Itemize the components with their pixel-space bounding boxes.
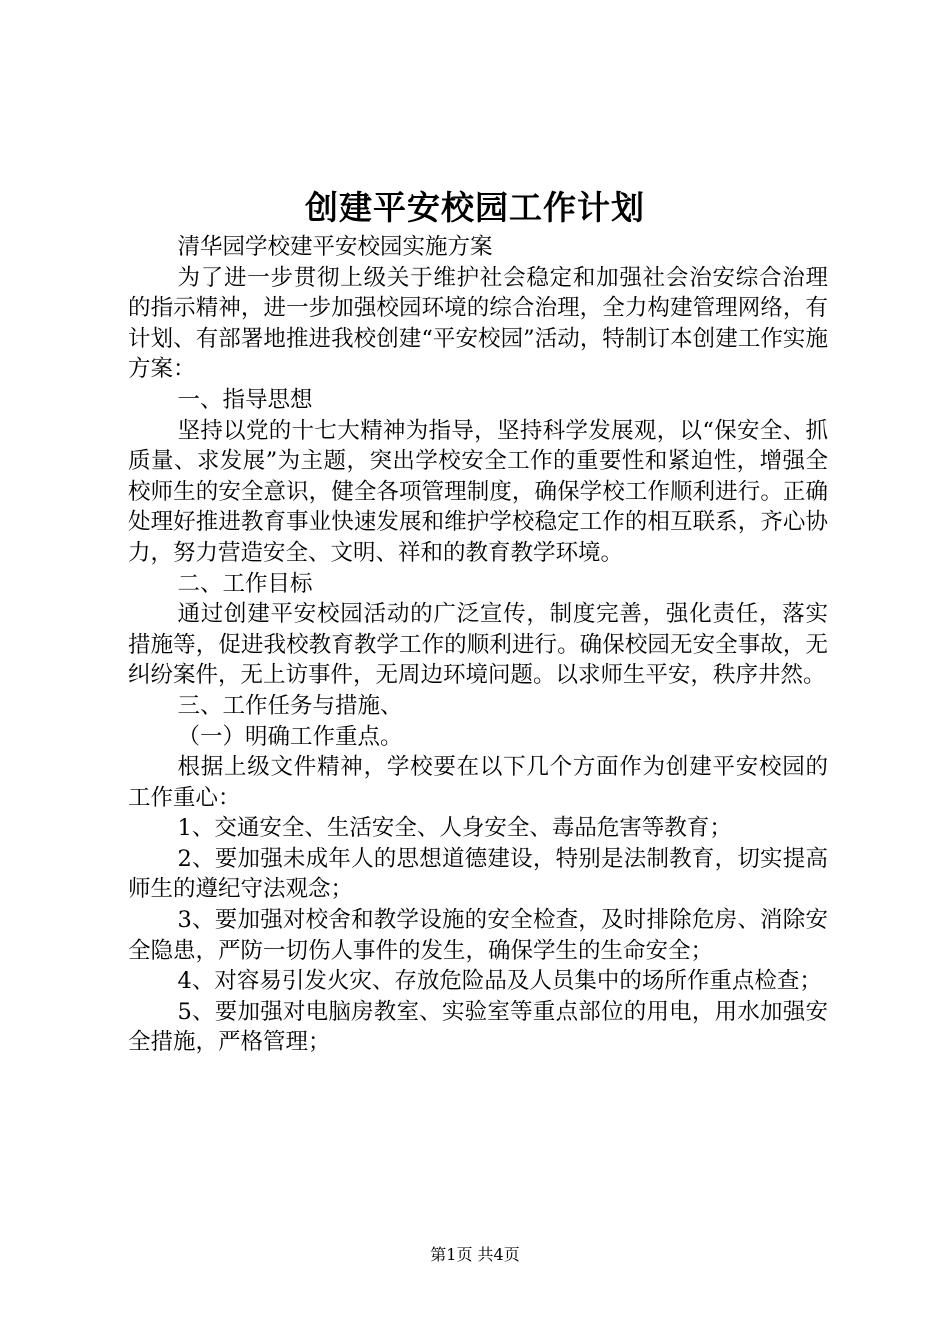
paragraph-key-points: 根据上级文件精神，学校要在以下几个方面作为创建平安校园的工作重心： (128, 754, 828, 811)
heading-work-goals: 二、工作目标 (177, 570, 313, 597)
subheading-key-points: （一）明确工作重点。 (177, 723, 403, 750)
heading-guiding-ideology: 一、指导思想 (177, 386, 313, 413)
paragraph-intro: 为了进一步贯彻上级关于维护社会稳定和加强社会治安综合治理的指示精神，进一步加强校园环境的综合治理，全力构建管理网络，有计划、有部署地推进我校创建“平安校园”活动，特制订本创建工作实施方案： (128, 264, 828, 383)
heading-tasks-measures: 三、工作任务与措施、 (177, 692, 403, 719)
paragraph-subtitle: 清华园学校建平安校园实施方案 (177, 234, 493, 260)
paragraph-work-goals: 通过创建平安校园活动的广泛宣传，制度完善，强化责任，落实措施等，促进我校教育教学工作的顺利进行。确保校园无安全事故，无纠纷案件，无上访事件，无周边环境问题。以求师生平安，秩序井然。 (128, 601, 828, 689)
list-item-4: 4、对容易引发火灾、存放危险品及人员集中的场所作重点检查； (177, 968, 822, 995)
list-item-3: 3、要加强对校舍和教学设施的安全检查，及时排除危房、消除安全隐患，严防一切伤人事件的发生，确保学生的生命安全； (128, 907, 828, 964)
list-item-2: 2、要加强未成年人的思想道德建设，特别是法制教育，切实提高师生的遵纪守法观念； (128, 845, 828, 903)
document-body (128, 232, 828, 1058)
page-number: 第1页 共4页 (430, 1245, 520, 1264)
list-item-5: 5、要加强对电脑房教室、实验室等重点部位的用电，用水加强安全措施，严格管理； (128, 998, 828, 1056)
list-item-1: 1、交通安全、生活安全、人身安全、毒品危害等教育； (177, 815, 732, 842)
page-title: 创建平安校园工作计划 (305, 188, 645, 227)
paragraph-guiding-ideology: 坚持以党的十七大精神为指导，坚持科学发展观，以“保安全、抓质量、求发展”为主题，突出学校安全工作的重要性和紧迫性，增强全校师生的安全意识，健全各项管理制度，确保学校工作顺利进行。正确处理好推进教育事业快速发展和维护学校稳定工作的相互联系，齐心协力，努力营造安全、文明、祥和的教育教学环境。 (128, 417, 828, 566)
